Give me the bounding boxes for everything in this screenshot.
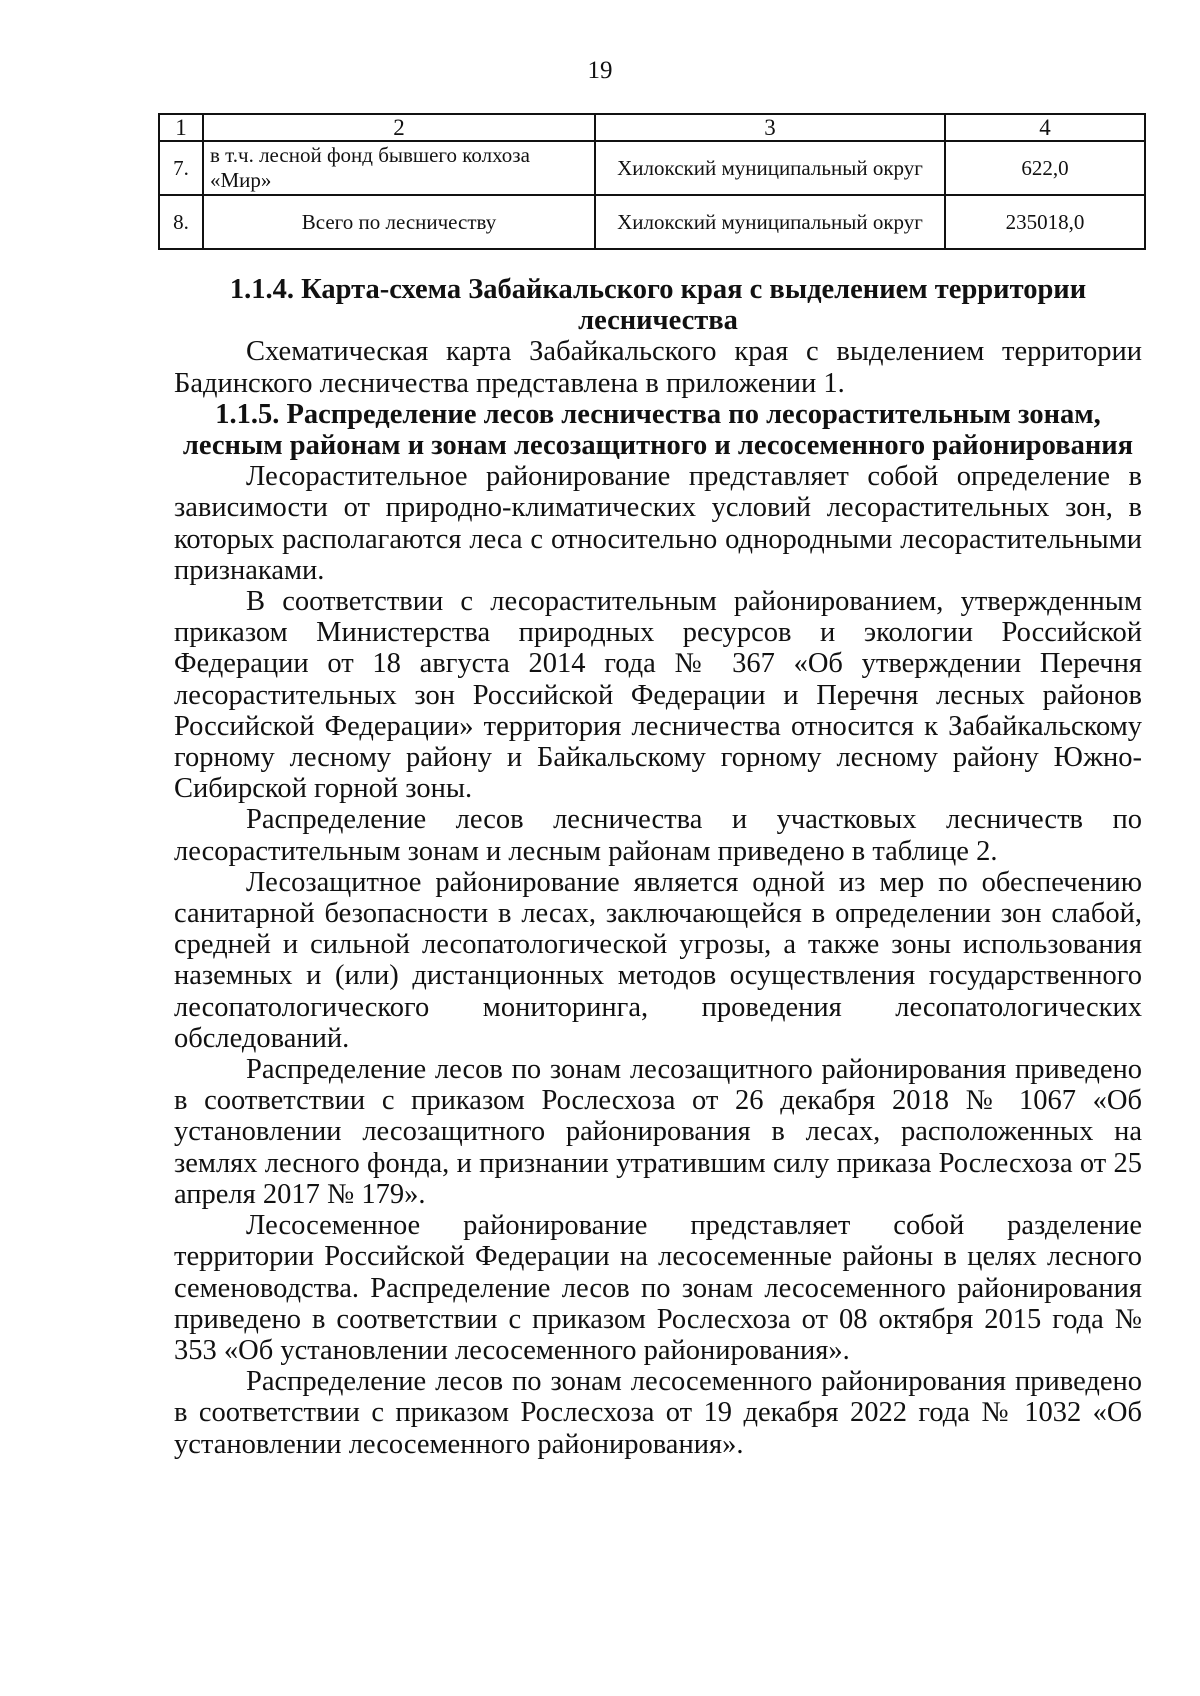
document-body [174, 274, 1142, 1460]
table-header-row [159, 114, 1145, 141]
row-number: 7. [159, 141, 203, 195]
row-district: Хилокский муниципальный округ [595, 195, 945, 249]
section-heading: 1.1.5. Распределение лесов лесничества по лесорастительным зонам, лесным районам и зонам лесозащитного и лесосеменного районирования [182, 398, 1134, 462]
area-table [158, 113, 1146, 250]
table-row [159, 195, 1145, 249]
paragraph: Распределение лесов по зонам лесозащитного районирования приведено в соответствии с приказом Рослесхоза от 26 декабря 2018 № 1067 «Об установлении лесозащитного районирования в лесах, расположенных на землях лесного фонда, и признании утратившим силу приказа Рослесхоза от 25 апреля 2017 № 179». [174, 1054, 1142, 1210]
row-area: 622,0 [945, 141, 1145, 195]
paragraph: Схематическая карта Забайкальского края с выделением территории Бадинского лесничества представлена в приложении 1. [174, 336, 1142, 399]
paragraph: Распределение лесов лесничества и участковых лесничеств по лесорастительным зонам и лесным районам приведено в таблице 2. [174, 804, 1142, 867]
section-heading: 1.1.4. Карта-схема Забайкальского края с выделением территории лесничества [229, 274, 1087, 337]
table-header-cell: 2 [203, 114, 595, 141]
row-area: 235018,0 [945, 195, 1145, 249]
row-name: Всего по лесничеству [203, 195, 595, 249]
paragraph: Лесосеменное районирование представляет собой разделение территории Российской Федерации на лесосеменные районы в целях лесного семеноводства. Распределение лесов по зонам лесосеменного районирования приведено в соответствии с приказом Рослесхоза от 08 октября 2015 года № 353 «Об установлении лесосеменного районирования». [174, 1210, 1142, 1366]
row-name: в т.ч. лесной фонд бывшего колхоза «Мир» [203, 141, 595, 195]
paragraph: Распределение лесов по зонам лесосеменного районирования приведено в соответствии с приказом Рослесхоза от 19 декабря 2022 года № 1032 «Об установлении лесосеменного районирования». [174, 1366, 1142, 1460]
paragraph: Лесозащитное районирование является одной из мер по обеспечению санитарной безопасности в лесах, заключающейся в определении зон слабой, средней и сильной лесопатологической угрозы, а также зоны использования наземных и (или) дистанционных методов осуществления государственного лесопатологического мониторинга, проведения лесопатологических обследований. [174, 866, 1142, 1054]
table-header-cell: 4 [945, 114, 1145, 141]
table-header-cell: 3 [595, 114, 945, 141]
row-number: 8. [159, 195, 203, 249]
page-number: 19 [587, 57, 613, 84]
table-row [159, 141, 1145, 195]
paragraph: В соответствии с лесорастительным районированием, утвержденным приказом Министерства природных ресурсов и экологии Российской Федерации от 18 августа 2014 года № 367 «Об утверждении Перечня лесорастительных зон Российской Федерации и Перечня лесных районов Российской Федерации» территория лесничества относится к Забайкальскому горному лесному району и Байкальскому горному лесному району Южно-Сибирской горной зоны. [174, 586, 1142, 805]
row-district: Хилокский муниципальный округ [595, 141, 945, 195]
table-header-cell: 1 [159, 114, 203, 141]
paragraph: Лесорастительное районирование представляет собой определение в зависимости от природно-климатических условий лесорастительных зон, в которых располагаются леса с относительно однородными лесорастительными признаками. [174, 461, 1142, 586]
